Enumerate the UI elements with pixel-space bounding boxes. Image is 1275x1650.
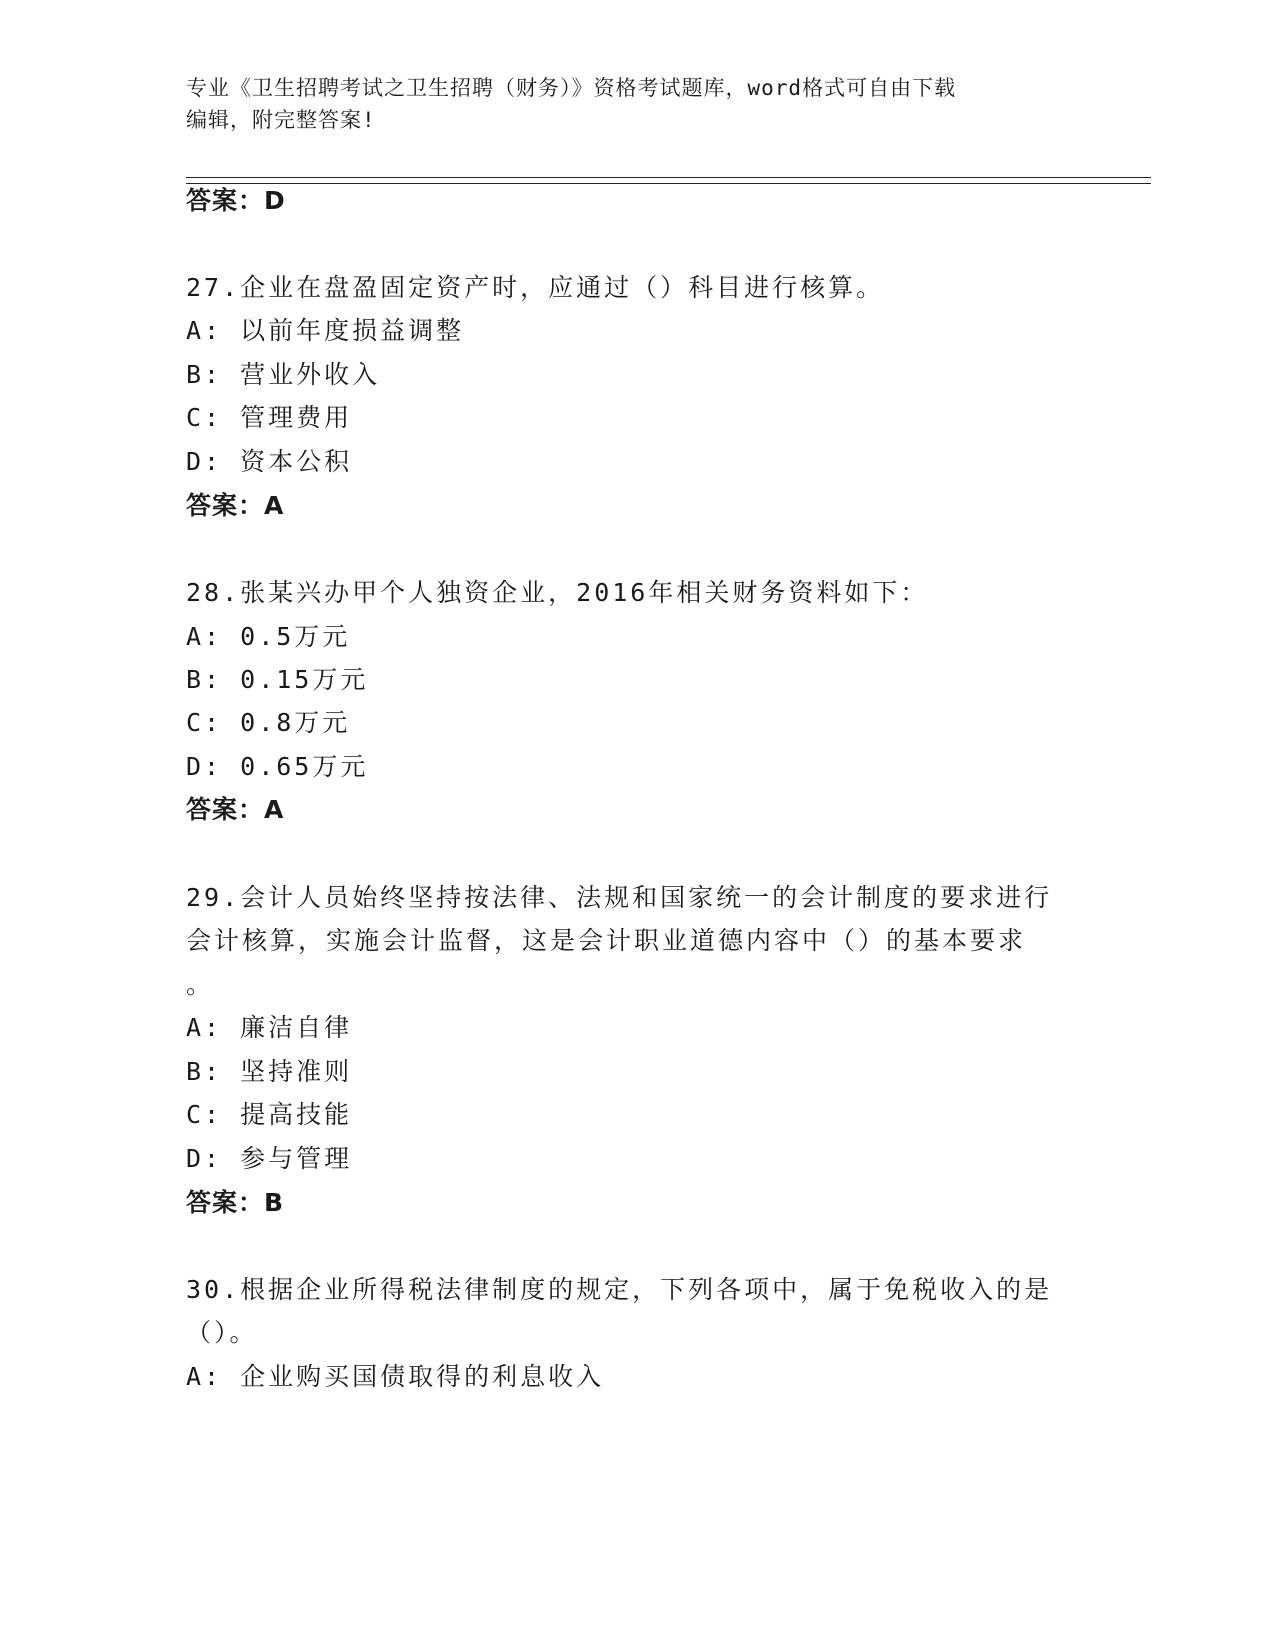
- question-29-stem-line-2: 会计核算，实施会计监督，这是会计职业道德内容中（）的基本要求: [186, 926, 1027, 955]
- question-27-option-d: D: 资本公积: [186, 447, 353, 476]
- question-28-stem: 28.张某兴办甲个人独资企业，2016年相关财务资料如下：: [186, 578, 929, 607]
- question-29-option-b: B: 坚持准则: [186, 1057, 353, 1086]
- question-29-option-d: D: 参与管理: [186, 1144, 353, 1173]
- question-30-stem-line-2: （）。: [186, 1318, 258, 1347]
- question-30-option-a: A: 企业购买国债取得的利息收入: [186, 1362, 605, 1391]
- question-30-stem-line-1: 30.根据企业所得税法律制度的规定，下列各项中，属于免税收入的是: [186, 1275, 1053, 1304]
- header-line-2: 编辑，附完整答案!: [186, 108, 376, 132]
- question-27-option-a: A: 以前年度损益调整: [186, 316, 465, 345]
- question-28-option-c: C: 0.8万元: [186, 708, 351, 737]
- question-29-stem-line-1: 29.会计人员始终坚持按法律、法规和国家统一的会计制度的要求进行: [186, 883, 1053, 912]
- question-29-stem-line-3: 。: [186, 970, 215, 999]
- question-28-answer: 答案：A: [186, 795, 285, 824]
- question-27-stem: 27.企业在盘盈固定资产时，应通过（）科目进行核算。: [186, 273, 885, 302]
- header-divider: [186, 177, 1151, 178]
- question-29-option-a: A: 廉洁自律: [186, 1013, 353, 1042]
- header-line-1: 专业《卫生招聘考试之卫生招聘（财务）》资格考试题库，word格式可自由下载: [186, 76, 957, 100]
- question-29-option-c: C: 提高技能: [186, 1100, 353, 1129]
- document-header: [186, 72, 1066, 136]
- question-28-option-b: B: 0.15万元: [186, 665, 369, 694]
- question-29-answer: 答案：B: [186, 1188, 285, 1217]
- question-28-option-a: A: 0.5万元: [186, 622, 351, 651]
- question-28-option-d: D: 0.65万元: [186, 752, 369, 781]
- question-27-answer: 答案：A: [186, 491, 285, 520]
- header-divider-secondary: [186, 183, 1151, 184]
- question-27-option-c: C: 管理费用: [186, 403, 353, 432]
- previous-answer: 答案：D: [186, 186, 286, 215]
- question-27-option-b: B: 营业外收入: [186, 360, 381, 389]
